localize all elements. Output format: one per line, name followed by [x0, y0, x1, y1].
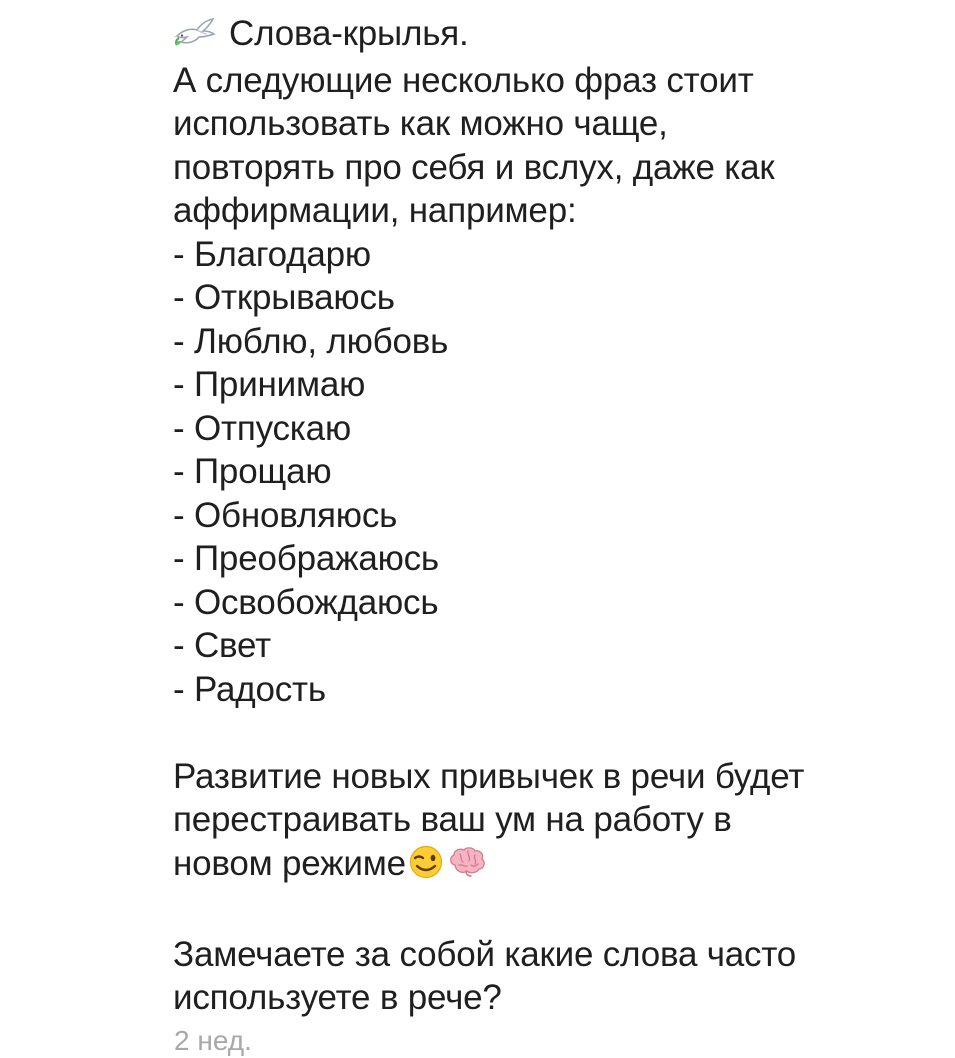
list-item: - Благодарю: [173, 234, 371, 274]
paragraph3-line-1: Замечаете за собой какие слова часто: [173, 934, 797, 974]
intro-line-1: А следующие несколько фраз стоит: [173, 60, 754, 100]
post-title-line: [173, 12, 913, 59]
list-item: - Принимаю: [173, 365, 366, 404]
brain-icon: [446, 845, 488, 890]
post-content: [173, 12, 913, 1020]
winking-face-icon: [406, 845, 446, 890]
paragraph-spacer: [173, 889, 913, 933]
intro-line-4: аффирмации, например:: [173, 191, 577, 230]
list-item: - Люблю, любовь: [173, 321, 449, 361]
intro-line-2: использовать как можно чаще,: [173, 104, 668, 143]
paragraph3-line-2: используете в рече?: [173, 978, 502, 1017]
list-item: - Свет: [173, 626, 271, 665]
list-item: - Обновляюсь: [173, 495, 398, 535]
list-item: - Преображаюсь: [173, 539, 439, 578]
paragraph2-line-1: Развитие новых привычек в речи будет: [173, 756, 805, 796]
paragraph2-line-2: перестраивать ваш ум на работу в: [173, 800, 732, 839]
intro-line-3: повторять про себя и вслух, даже как: [173, 147, 775, 187]
dove-icon: [173, 15, 217, 59]
paragraph2-line-3-text: новом режиме: [173, 843, 406, 883]
list-item: - Прощаю: [173, 452, 332, 491]
post-text: [173, 12, 913, 1020]
post-timestamp: 2 нед.: [174, 1025, 252, 1056]
list-item: - Отпускаю: [173, 408, 351, 448]
list-item: - Радость: [173, 669, 326, 709]
post-title: Слова-крылья.: [229, 14, 469, 53]
list-item: - Освобождаюсь: [173, 582, 439, 622]
paragraph-spacer: [173, 711, 913, 755]
paragraph2-line-3: [173, 842, 913, 890]
list-item: - Открываюсь: [173, 278, 395, 317]
